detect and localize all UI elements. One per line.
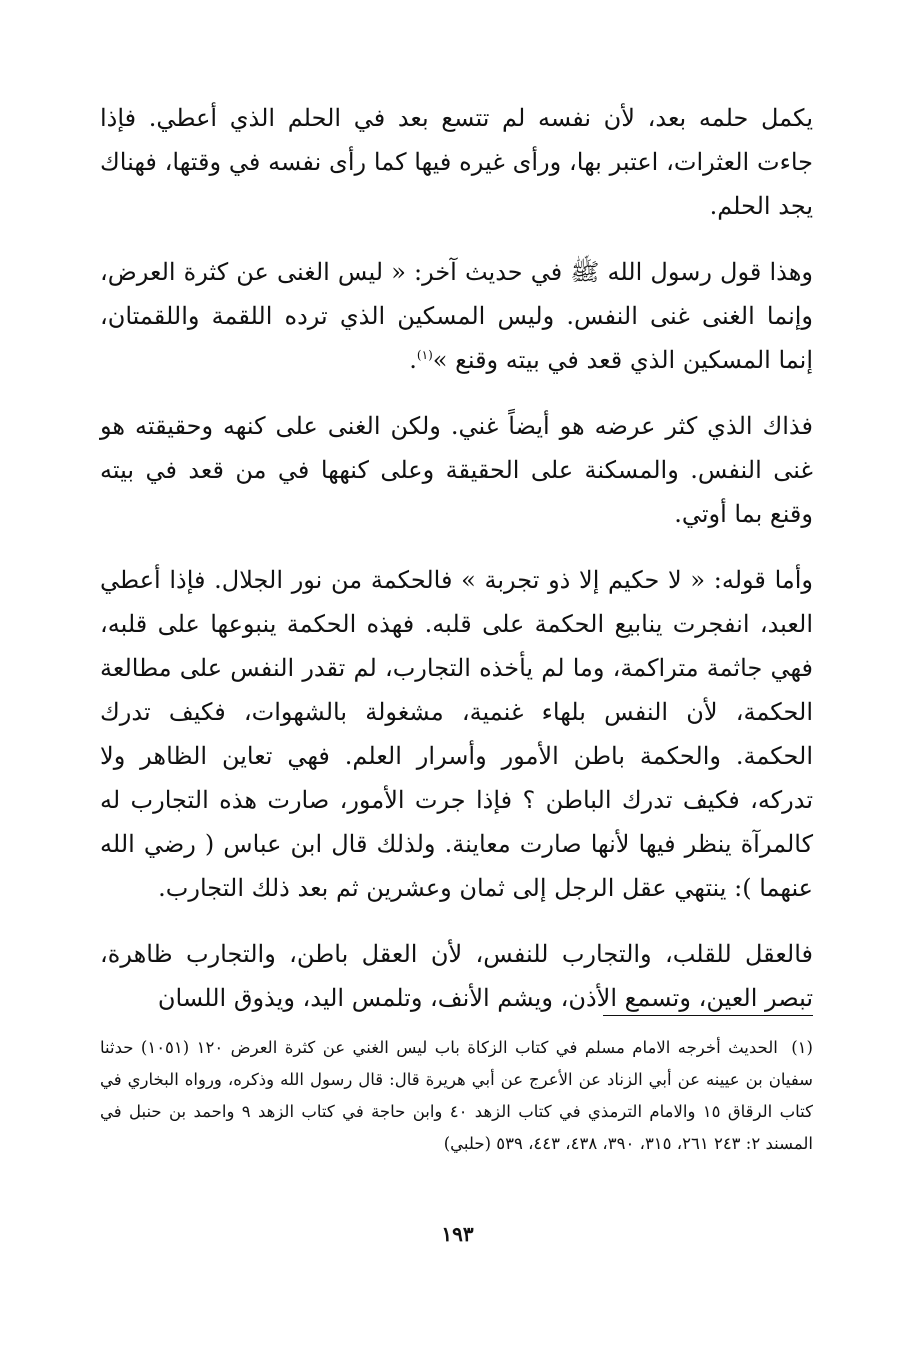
hadith-quote: وهذا قول رسول الله ﷺ في حديث آخر: « ليس الغنى عن كثرة العرض، وإنما الغنى غنى النفس. وليس المسكين الذي ترده اللقمة واللقمتان، إنما المسكين الذي قعد في بيته وقنع » [100, 258, 813, 374]
page-number: ١٩٣ [441, 1222, 474, 1246]
paragraph-5: فالعقل للقلب، والتجارب للنفس، لأن العقل باطن، والتجارب ظاهرة، تبصر العين، وتسمع الأذن، ويشم الأنف، وتلمس اليد، ويذوق اللسان [100, 940, 813, 1012]
footnote-marker: (١) [791, 1038, 813, 1057]
main-text [100, 96, 813, 1042]
footnote [100, 1032, 813, 1160]
paragraph-1: يكمل حلمه بعد، لأن نفسه لم تتسع بعد في الحلم الذي أعطي. فإذا جاءت العثرات، اعتبر بها، ورأى غيره فيها كما رأى نفسه في وقتها، فهناك يجد الحلم. [100, 104, 813, 220]
footnote-divider [603, 1015, 813, 1016]
paragraph-4: وأما قوله: « لا حكيم إلا ذو تجربة » فالحكمة من نور الجلال. فإذا أعطي العبد، انفجرت ينابيع الحكمة على قلبه. فهذه الحكمة ينبوعها على قلبه، فهي جاثمة متراكمة، وما لم يأخذه التجارب، لم تقدر النفس على مطالعة الحكمة، لأن النفس بلهاء غنمية، مشغولة بالشهوات، فكيف تدرك الحكمة. والحكمة باطن الأمور وأسرار العلم. فهي تعاين الظاهر ولا تدركه، فكيف تدرك الباطن ؟ فإذا جرت الأمور، صارت هذه التجارب له كالمرآة ينظر فيها لأنها صارت معاينة. ولذلك قال ابن عباس ( رضي الله عنهما ): ينتهي عقل الرجل إلى ثمان وعشرين ثم بعد ذلك التجارب. [100, 566, 813, 902]
footnote-reference: (١) [416, 348, 433, 362]
paragraph-3: فذاك الذي كثر عرضه هو أيضاً غني. ولكن الغنى على كنهه وحقيقته هو غنى النفس. والمسكنة على الحقيقة وعلى كنهها في من قعد في بيته وقنع بما أوتي. [100, 412, 813, 528]
paragraph-2 [100, 250, 813, 382]
footnote-text: الحديث أخرجه الامام مسلم في كتاب الزكاة باب ليس الغني عن كثرة العرض ١٢٠ (١٠٥١) حدثنا سفيان بن عيينه عن أبي الزناد عن الأعرج عن أبي هريرة قال: قال رسول الله وذكره، ورواه البخاري في كتاب الرقاق ١٥ والامام الترمذي في كتاب الزهد ٤٠ وابن حاجة في كتاب الزهد ٩ واحمد بن حنبل في المسند ٢: ٢٤٣ ٢٦١، ٣١٥، ٣٩٠، ٤٣٨، ٤٤٣، ٥٣٩ (حلبي) [100, 1038, 813, 1153]
footnote-reference-trail: . [409, 346, 417, 374]
